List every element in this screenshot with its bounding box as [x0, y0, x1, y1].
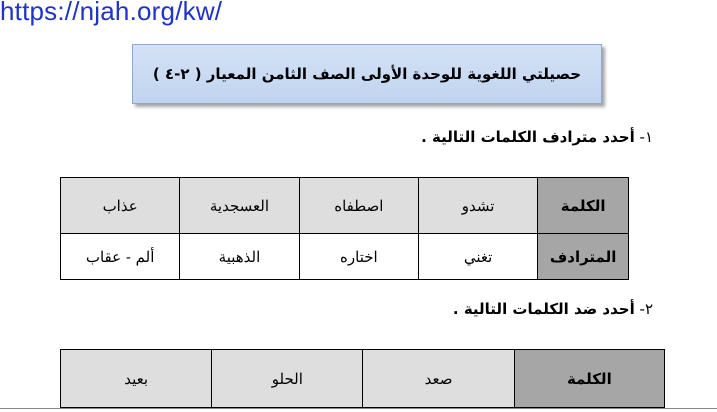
synonym-cell: ألم - عقاب: [61, 234, 180, 280]
table-row: [61, 350, 665, 408]
word-cell: بعيد: [61, 350, 212, 408]
word-cell: صعد: [363, 350, 514, 408]
table-row: [61, 234, 629, 280]
word-cell: تشدو: [419, 178, 538, 234]
page-edge-divider: [0, 408, 717, 409]
antonyms-table: [60, 349, 665, 408]
word-cell: اصطفاه: [299, 178, 418, 234]
word-label-cell: الكلمة: [538, 178, 629, 234]
question-2: [453, 300, 653, 318]
synonym-label-cell: المترادف: [538, 234, 629, 280]
synonym-cell: تغني: [419, 234, 538, 280]
question-2-number: ٢-: [639, 300, 653, 318]
page-title: حصيلتي اللغوية للوحدة الأولى الصف الثامن المعيار ( ٢-٤ ): [152, 65, 582, 83]
question-2-text: أحدد ضد الكلمات التالية .: [452, 300, 635, 318]
question-1-text: أحدد مترادف الكلمات التالية .: [421, 128, 635, 146]
word-cell: عذاب: [61, 178, 180, 234]
synonym-cell: اختاره: [299, 234, 418, 280]
table-row: [61, 178, 629, 234]
word-cell: الحلو: [212, 350, 363, 408]
title-banner: [132, 44, 602, 104]
question-1: [421, 128, 653, 146]
site-url-link[interactable]: https://njah.org/kw/: [0, 0, 223, 26]
synonym-cell: الذهبية: [180, 234, 299, 280]
word-label-cell: الكلمة: [514, 350, 664, 408]
question-1-number: ١-: [639, 128, 653, 146]
synonyms-table: [60, 177, 629, 280]
word-cell: العسجدية: [180, 178, 299, 234]
